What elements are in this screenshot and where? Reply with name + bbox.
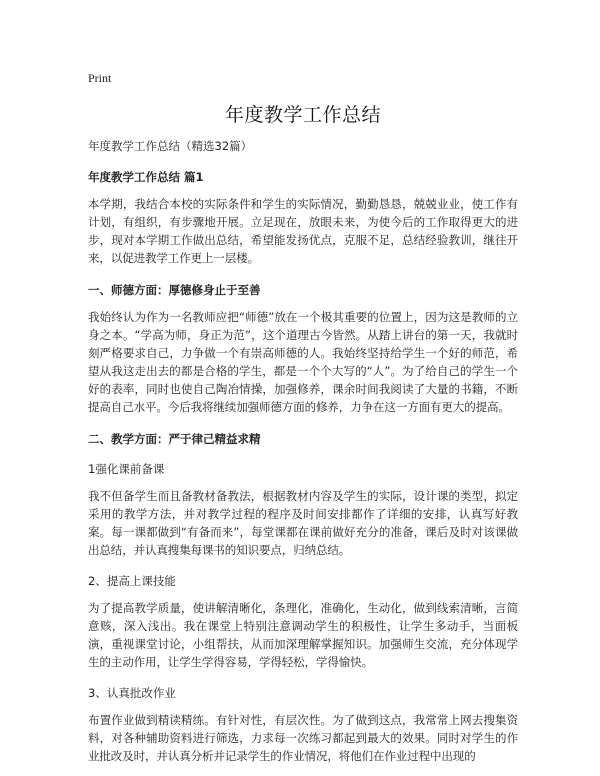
paragraph-lesson-prep: 我不但备学生而且备教材备教法，根据教材内容及学生的实际，设计课的类型，拟定采用的教学方法，并对教学过程的程序及时间安排都作了详细的安排，认真写好教案。每一课都做到“有备而来”，每堂课都在课前做好充分的准备，课后及时对该课做出总结，并认真搜集每课书的知识要点，归纳总结。 — [88, 489, 518, 557]
document-subtitle: 年度教学工作总结（精选32篇） — [88, 139, 253, 153]
paragraph-homework: 布置作业做到精读精练。有针对性，有层次性。为了做到这点，我常常上网去搜集资料，对各种辅助资料进行筛选，力求每一次练习都起到最大的效果。同时对学生的作业批改及时，并认真分析并记录学生的作业情况，将他们在作业过程中出现的 — [88, 713, 518, 763]
subheading-class-skills: 2、提高上课技能 — [88, 574, 176, 588]
section-heading-teaching: 二、教学方面：严于律己精益求精 — [88, 432, 261, 446]
paragraph-intro: 本学期，我结合本校的实际条件和学生的实际情况，勤勤恳恳，兢兢业业，使工作有计划，有组织，有步骤地开展。立足现在，放眼未来，为使今后的工作取得更大的进步，现对本学期工作做出总结，希望能发扬优点，克服不足，总结经验教训，继往开来，以促进教学工作更上一层楼。 — [88, 197, 518, 265]
paragraph-class-skills: 为了提高教学质量，使讲解清晰化，条理化，准确化，生动化，做到线索清晰，言简意赅，深入浅出。我在课堂上特别注意调动学生的积极性，让学生多动手，当面板演，重视课堂讨论，小组帮扶，从而加深理解掌握知识。加强师生交流，充分体现学生的主动作用，让学生学得容易，学得轻松，学得愉快。 — [88, 601, 518, 669]
subheading-homework: 3、认真批改作业 — [88, 686, 176, 700]
print-link[interactable]: Print — [88, 71, 112, 85]
document-page — [88, 70, 518, 765]
document-title: 年度教学工作总结 — [224, 104, 381, 126]
subheading-lesson-prep: 1强化课前备课 — [88, 462, 165, 476]
article-heading: 年度教学工作总结 篇1 — [88, 170, 204, 184]
paragraph-ethics: 我始终认为作为一名教师应把“师德”放在一个极其重要的位置上，因为这是教师的立身之本。“学高为师，身正为范”，这个道理古今皆然。从踏上讲台的第一天，我就时刻严格要求自己，力争做一个有崇高师德的人。我始终坚持给学生一个好的师范，希望从我这走出去的都是合格的学生，都是一个个大写的“人”。为了给自己的学生一个好的表率，同时也使自己陶冶情操，加强修养，课余时间我阅读了大量的书籍，不断提高自己水平。今后我将继续加强师德方面的修养，力争在这一方面有更大的提高。 — [88, 310, 518, 414]
section-heading-ethics: 一、师德方面：厚德修身止于至善 — [88, 283, 261, 297]
